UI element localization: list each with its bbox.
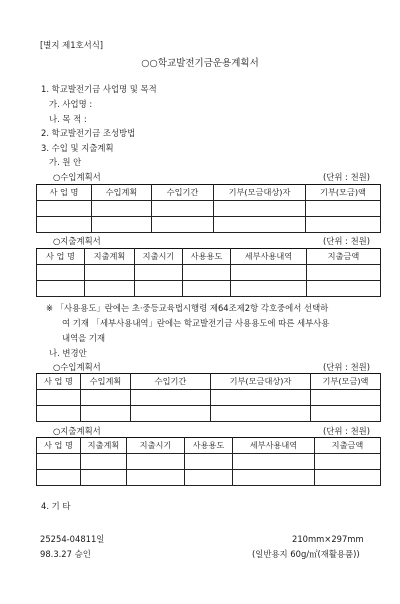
header-business-name: 사 업 명 bbox=[37, 374, 81, 390]
header-expense-time: 지출시기 bbox=[135, 249, 183, 265]
unit-label: (단위 : 천원) bbox=[323, 172, 371, 182]
header-expense-plan: 지출계획 bbox=[81, 438, 127, 454]
note-line-2: 여 기재 「세부사용내역」란에는 학교발전기금 사용용도에 따른 세부사용 bbox=[62, 318, 330, 328]
header-donor: 기부(모금대상)자 bbox=[211, 374, 311, 390]
header-usage-details: 세부사용내역 bbox=[233, 438, 315, 454]
paper-size: 210mm×297mm bbox=[292, 534, 364, 544]
header-usage: 사용용도 bbox=[183, 249, 231, 265]
header-donation-amount: 기부(모금)액 bbox=[306, 185, 381, 201]
table-row bbox=[37, 281, 381, 297]
table-row bbox=[37, 265, 381, 281]
expense-table-original bbox=[36, 248, 381, 297]
approval-date: 98.3.27 승인 bbox=[40, 549, 91, 559]
paper-spec: (일반용지 60g/㎡(재활용품)) bbox=[252, 549, 360, 559]
header-income-period: 수입기간 bbox=[152, 185, 214, 201]
header-income-plan: 수입계획 bbox=[81, 374, 131, 390]
income-table-original bbox=[36, 184, 381, 233]
unit-label: (단위 : 천원) bbox=[323, 426, 371, 436]
unit-label: (단위 : 천원) bbox=[323, 236, 371, 246]
header-expense-amount: 지출금액 bbox=[307, 249, 381, 265]
form-code: 25254-04811일 bbox=[40, 534, 105, 544]
header-expense-amount: 지출금액 bbox=[315, 438, 381, 454]
header-expense-time: 지출시기 bbox=[127, 438, 185, 454]
header-income-period: 수입기간 bbox=[131, 374, 211, 390]
header-income-plan: 수입계획 bbox=[92, 185, 152, 201]
business-name-label: 가. 사업명 : bbox=[49, 99, 93, 109]
table-row bbox=[37, 406, 381, 422]
expense-plan-label: ○지출계획서 bbox=[53, 236, 101, 246]
header-donor: 기부(모금대상)자 bbox=[214, 185, 306, 201]
expense-table-revised bbox=[36, 437, 381, 486]
table-row bbox=[37, 217, 381, 233]
table-row bbox=[37, 454, 381, 470]
income-plan-label: ○수입계획서 bbox=[53, 172, 101, 182]
note-line-1: ※ 「사용용도」란에는 초·중등교육법시행령 제64조제2항 각호중에서 선택하 bbox=[46, 303, 329, 313]
income-table-revised bbox=[36, 373, 381, 422]
header-business-name: 사 업 명 bbox=[37, 185, 92, 201]
section-1-heading: 1. 학교발전기금 사업명 및 목적 bbox=[41, 84, 157, 94]
document-title: ○○학교발전기금운용계획서 bbox=[141, 58, 259, 69]
table-row bbox=[37, 201, 381, 217]
section-3-heading: 3. 수입 및 지출계획 bbox=[41, 143, 114, 153]
header-business-name: 사 업 명 bbox=[37, 249, 85, 265]
purpose-label: 나. 목 적 : bbox=[49, 114, 87, 124]
note-line-3: 내역을 기재 bbox=[62, 333, 106, 343]
original-plan-label: 가. 원 안 bbox=[49, 157, 82, 167]
header-business-name: 사 업 명 bbox=[37, 438, 81, 454]
header-donation-amount: 기부(모금)액 bbox=[311, 374, 381, 390]
header-expense-plan: 지출계획 bbox=[85, 249, 135, 265]
expense-plan-label: ○지출계획서 bbox=[53, 426, 101, 436]
table-row bbox=[37, 390, 381, 406]
table-row bbox=[37, 470, 381, 486]
header-usage-details: 세부사용내역 bbox=[231, 249, 307, 265]
section-2-heading: 2. 학교발전기금 조성방법 bbox=[41, 128, 136, 138]
form-tag: [별지 제1호서식] bbox=[40, 40, 104, 50]
section-4-heading: 4. 기 타 bbox=[41, 501, 71, 511]
income-plan-label: ○수입계획서 bbox=[53, 362, 101, 372]
unit-label: (단위 : 천원) bbox=[323, 362, 371, 372]
revised-plan-label: 나. 변경안 bbox=[49, 348, 87, 358]
header-usage: 사용용도 bbox=[185, 438, 233, 454]
